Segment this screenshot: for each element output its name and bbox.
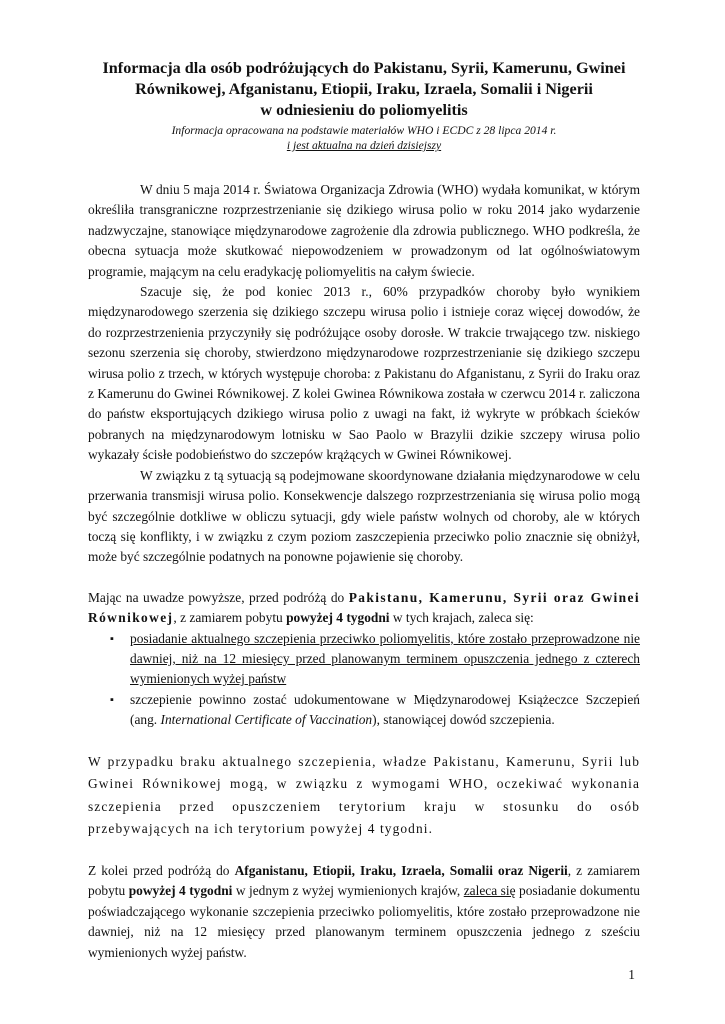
document-page [88,58,640,963]
bullet-2-italic: International Certificate of Vaccination [160,712,373,728]
section-2-countries: Afganistanu, Etiopii, Iraku, Izraela, Somalii oraz Nigerii [234,862,568,878]
section-1-intro [88,588,640,629]
section-2-a: Z kolei przed podróżą do [88,862,235,878]
section-2-d: posiadanie dokumentu poświadczającego wykonanie szczepienia przeciwko poliomyelitis, które zostało przeprowadzone nie dawniej, niż na 12 miesięcy przed planowanym terminem opuszczenia jednego z sześciu wymienionych wyżej państw. [88,883,640,960]
recommendation-list [88,629,640,731]
document-title [88,58,640,121]
title-line-2: Równikowej, Afganistanu, Etiopii, Iraku, Izraela, Somalii i Nigerii [135,80,593,98]
subtitle-line-2: i jest aktualna na dzień dzisiejszy [286,139,442,152]
section-1-intro-c: w tych krajach, zaleca się: [389,610,534,626]
paragraph-4: W przypadku braku aktualnego szczepienia, władze Pakistanu, Kamerunu, Syrii lub Gwinei Równikowej mogą, w związku z wymogami WHO, oczekiwać wykonania szczepienia przed opuszczeniem terytorium kraju w stosunku do osób przebywających na ich terytorium powyżej 4 tygodni. [88,753,640,837]
document-body [88,180,640,963]
section-2-c: w jednym z wyżej wymienionych krajów, [232,883,464,899]
document-subtitle [88,123,640,153]
bullet-square-icon: ▪ [110,632,114,645]
section-2-recommend: zaleca się [463,883,516,899]
page-number: 1 [628,967,635,982]
section-2 [88,861,640,963]
list-item [88,690,640,731]
section-2-duration: powyżej 4 tygodni [128,883,233,899]
section-2-b: , z zamiarem pobytu [88,862,640,899]
bullet-2-text-b: ), stanowiącej dowód szczepienia. [372,712,555,728]
section-1-duration: powyżej 4 tygodni [286,610,390,626]
bullet-1-text: posiadanie aktualnego szczepienia przeciwko poliomyelitis, które zostało przeprowadzone nie dawniej, niż na 12 miesięcy przed planowanym terminem opuszczenia jednego z czterech wymienionych wyżej państw [130,630,640,687]
paragraph-2: Szacuje się, że pod koniec 2013 r., 60% przypadków choroby było wynikiem międzynarodowego szerzenia się dzikiego szczepu wirusa polio i istnieje coraz więcej dowodów, że do rozprzestrzenienia przyczyniły się podróżujące osoby dorosłe. W trakcie trwającego tzw. niskiego sezonu szerzenia się choroby, stwierdzono międzynarodowe rozprzestrzenianie się dzikiego szczepu wirusa polio z trzech, w których występuje choroba: z Pakistanu do Afganistanu, z Syrii do Iraku oraz z Kamerunu do Gwinei Równikowej. Z kolei Gwinea Równikowa została w czerwcu 2014 r. zaliczona do państw eksportujących dzikiego wirusa polio z uwagi na fakt, iż wykryte w próbkach ścieków pobranych na międzynarodowym lotnisku w Sao Paolo w Brazylii dzikie szczepy wirusa polio wykazały ścisłe podobieństwo do szczepów krążących w Gwinei Równikowej. [88,284,640,463]
title-line-3: w odniesieniu do poliomyelitis [260,101,468,119]
spacer [88,731,640,751]
paragraph-3: W związku z tą sytuacją są podejmowane skoordynowane działania międzynarodowe w celu przerwania transmisji wirusa polio. Konsekwencje dalszego rozprzestrzeniania się wirusa polio mogą być szczególnie dotkliwe w obliczu sytuacji, gdy wiele państw wolnych od choroby, ale w których toczą się konflikty, i w związku z czym poziom zaszczepienia przeciwko polio znacznie się obniżył, może być szczególnie podatnych na ponowne pojawienie się choroby. [88,467,640,565]
section-1-intro-b: , z zamiarem pobytu [173,610,287,626]
list-item [88,629,640,690]
spacer [88,568,640,588]
section-1-intro-a: Mając na uwadze powyższe, przed podróżą do [88,589,349,605]
bullet-square-icon: ▪ [110,693,114,706]
paragraph-1: W dniu 5 maja 2014 r. Światowa Organizacja Zdrowia (WHO) wydała komunikat, w którym określiła transgraniczne rozprzestrzenianie się dzikiego wirusa polio w roku 2014 jako wydarzenie nadzwyczajne, stanowiące międzynarodowe zagrożenie dla zdrowia publicznego. WHO podkreśla, że obecna sytuacja może skutkować niepowodzeniem w prowadzonym od lat ogólnoświatowym programie, mającym na celu eradykację poliomyelitis na całym świecie. [88,182,640,279]
subtitle-line-1: Informacja opracowana na podstawie materiałów WHO i ECDC z 28 lipca 2014 r. [171,124,557,137]
spacer [88,841,640,861]
bullet-2-text-a: szczepienie powinno zostać udokumentowane w Międzynarodowej Książeczce Szczepień (ang. [130,691,640,728]
section-1-countries: Pakistanu, Kamerunu, Syrii oraz Gwinei Równikowej [88,589,640,626]
title-line-1: Informacja dla osób podróżujących do Pakistanu, Syrii, Kamerunu, Gwinei [102,59,626,77]
